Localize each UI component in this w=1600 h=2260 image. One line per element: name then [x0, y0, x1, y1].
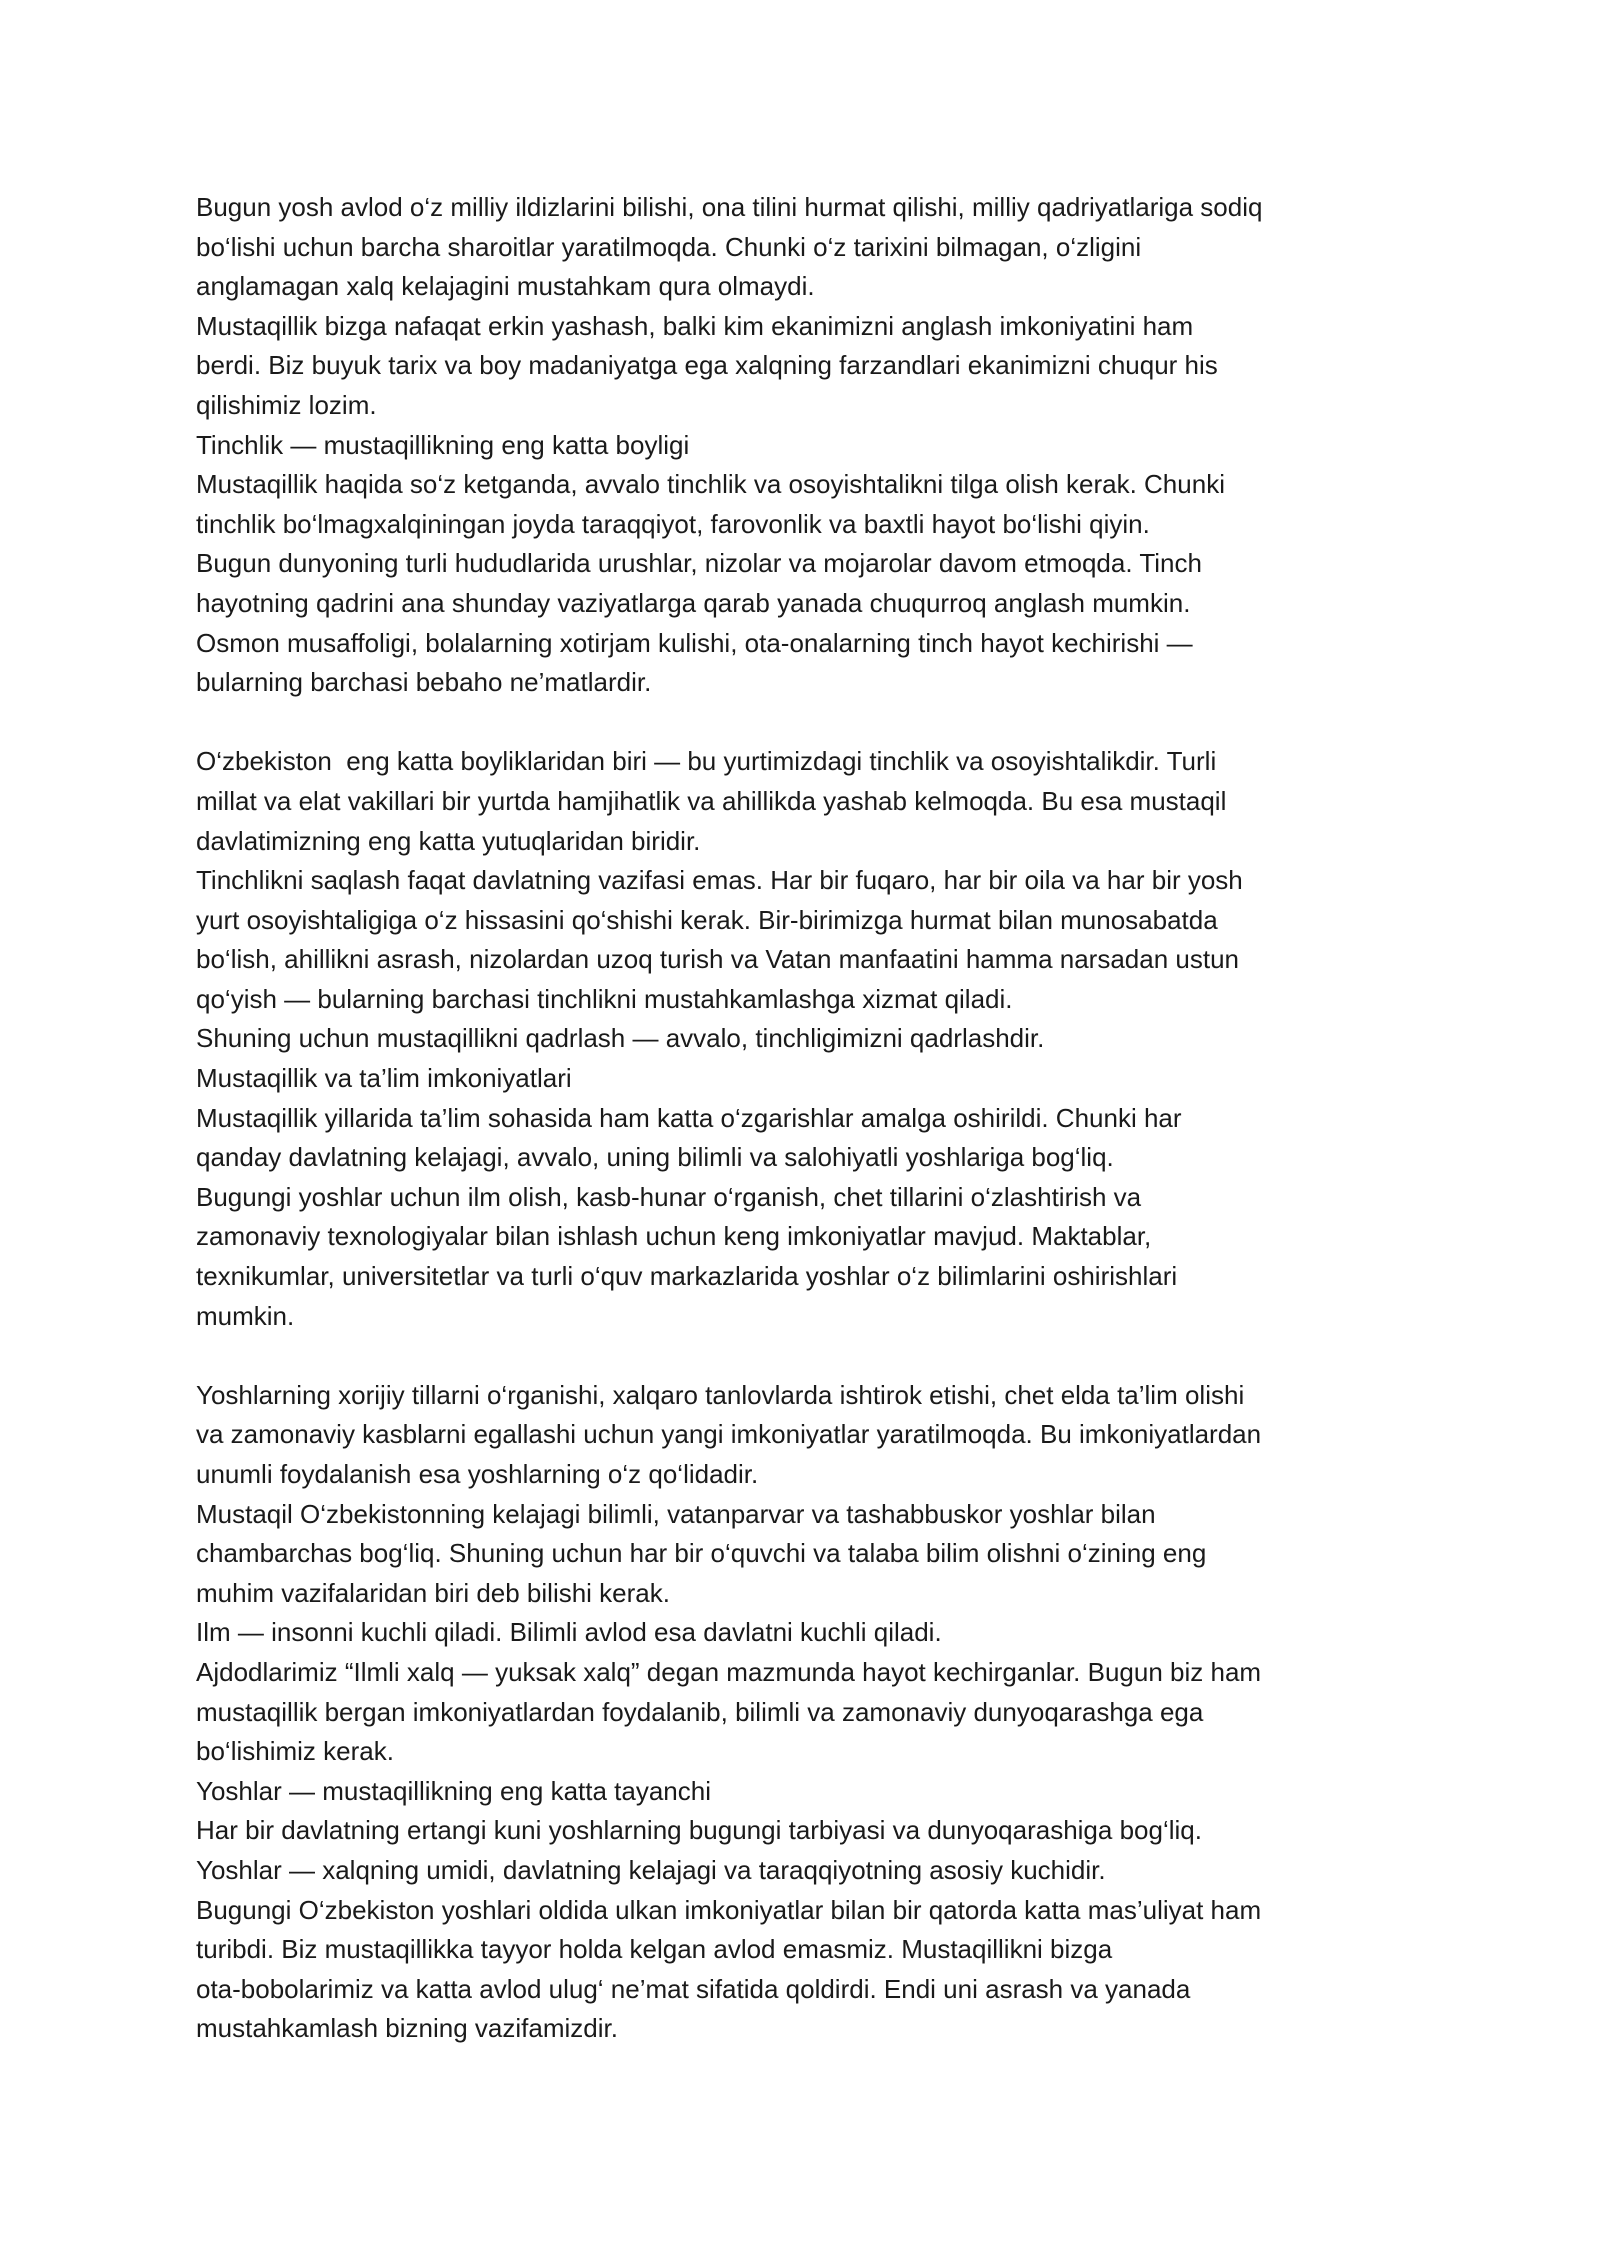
- text-line: mustahkamlash bizning vazifamizdir.: [196, 2013, 618, 2044]
- text-line: tinchlik bo‘lmagxalqiningan joyda taraqqiyot, farovonlik va baxtli hayot bo‘lishi qiyin.: [196, 508, 1150, 539]
- text-line: unumli foydalanish esa yoshlarning o‘z qo‘lidadir.: [196, 1459, 759, 1489]
- text-line: yurt osoyishtaligiga o‘z hissasini qo‘shishi kerak. Bir-birimizga hurmat bilan munosabatda: [196, 904, 1218, 935]
- text-line: bo‘lishi uchun barcha sharoitlar yaratilmoqda. Chunki o‘z tarixini bilmagan, o‘zligini: [196, 231, 1142, 262]
- text-line: Ajdodlarimiz “Ilmli xalq — yuksak xalq” degan mazmunda hayot kechirganlar. Bugun biz ham: [196, 1656, 1262, 1687]
- text-line: berdi. Biz buyuk tarix va boy madaniyatga ega xalqning farzandlari ekanimizni chuqur his: [196, 350, 1218, 381]
- text-line: Yoshlarning xorijiy tillarni o‘rganishi, xalqaro tanlovlarda ishtirok etishi, chet elda ta’lim olishi: [196, 1379, 1245, 1410]
- text-line: davlatimizning eng katta yutuqlaridan biridir.: [196, 825, 701, 856]
- text-line: hayotning qadrini ana shunday vaziyatlarga qarab yanada chuqurroq anglash mumkin.: [196, 587, 1191, 618]
- text-line: Bugungi O‘zbekiston yoshlari oldida ulkan imkoniyatlar bilan bir qatorda katta mas’uliyat ham: [196, 1894, 1262, 1925]
- text-line: Mustaqillik bizga nafaqat erkin yashash, balki kim ekanimizni anglash imkoniyatini ham: [196, 310, 1194, 341]
- paragraph-gap: [196, 703, 1456, 743]
- text-line: Tinchlik — mustaqillikning eng katta boyligi: [196, 429, 690, 460]
- paragraph-gap: [196, 1336, 1456, 1376]
- document-body: [196, 188, 1456, 2049]
- text-line: Mustaqillik haqida so‘z ketganda, avvalo tinchlik va osoyishtalikni tilga olish kerak. Chunki: [196, 469, 1225, 500]
- text-line: Yoshlar — xalqning umidi, davlatning kelajagi va taraqqiyotning asosiy kuchidir.: [196, 1854, 1106, 1885]
- text-line: Bugun yosh avlod o‘z milliy ildizlarini bilishi, ona tilini hurmat qilishi, milliy qadriyatlariga sodiq: [196, 192, 1263, 222]
- text-line: bo‘lishimiz kerak.: [196, 1736, 394, 1767]
- text-line: Mustaqillik yillarida ta’lim sohasida ham katta o‘zgarishlar amalga oshirildi. Chunki har: [196, 1102, 1182, 1133]
- text-line: mumkin.: [196, 1300, 295, 1331]
- text-line: millat va elat vakillari bir yurtda hamjihatlik va ahillikda yashab kelmoqda. Bu esa mustaqil: [196, 785, 1227, 816]
- text-line: qanday davlatning kelajagi, avvalo, uning bilimli va salohiyatli yoshlariga bog‘liq.: [196, 1142, 1114, 1173]
- text-line: Ilm — insonni kuchli qiladi. Bilimli avlod esa davlatni kuchli qiladi.: [196, 1617, 942, 1648]
- text-line: Bugun dunyoning turli hududlarida urushlar, nizolar va mojarolar davom etmoqda. Tinch: [196, 548, 1202, 579]
- text-line: Bugungi yoshlar uchun ilm olish, kasb-hunar o‘rganish, chet tillarini o‘zlashtirish va: [196, 1181, 1142, 1212]
- text-line: bo‘lish, ahillikni asrash, nizolardan uzoq turish va Vatan manfaatini hamma narsadan ustun: [196, 944, 1239, 975]
- text-line: texnikumlar, universitetlar va turli o‘quv markazlarida yoshlar o‘z bilimlarini oshirishlari: [196, 1261, 1178, 1292]
- text-line: anglamagan xalq kelajagini mustahkam qura olmaydi.: [196, 271, 815, 302]
- text-line: Har bir davlatning ertangi kuni yoshlarning bugungi tarbiyasi va dunyoqarashiga bog‘liq.: [196, 1815, 1202, 1846]
- text-line: chambarchas bog‘liq. Shuning uchun har bir o‘quvchi va talaba bilim olishni o‘zining eng: [196, 1538, 1207, 1569]
- text-line: zamonaviy texnologiyalar bilan ishlash uchun keng imkoniyatlar mavjud. Maktablar,: [196, 1221, 1152, 1252]
- text-line: bularning barchasi bebaho ne’matlardir.: [196, 667, 652, 698]
- text-line: mustaqillik bergan imkoniyatlardan foydalanib, bilimli va zamonaviy dunyoqarashga ega: [196, 1696, 1204, 1727]
- text-line: ota-bobolarimiz va katta avlod ulug‘ ne’mat sifatida qoldirdi. Endi uni asrash va yanada: [196, 1973, 1191, 2004]
- text-line: Osmon musaffoligi, bolalarning xotirjam kulishi, ota-onalarning tinch hayot kechirishi —: [196, 627, 1193, 658]
- text-line: O‘zbekiston eng katta boyliklaridan biri — bu yurtimizdagi tinchlik va osoyishtalikdir. Turli: [196, 746, 1217, 777]
- text-line: Yoshlar — mustaqillikning eng katta tayanchi: [196, 1775, 711, 1806]
- text-line: Mustaqillik va ta’lim imkoniyatlari: [196, 1063, 572, 1094]
- text-line: Shuning uchun mustaqillikni qadrlash — avvalo, tinchligimizni qadrlashdir.: [196, 1023, 1045, 1054]
- text-line: va zamonaviy kasblarni egallashi uchun yangi imkoniyatlar yaratilmoqda. Bu imkoniyatlardan: [196, 1419, 1262, 1450]
- text-line: turibdi. Biz mustaqillikka tayyor holda kelgan avlod emasmiz. Mustaqillikni bizga: [196, 1934, 1113, 1965]
- text-line: muhim vazifalaridan biri deb bilishi kerak.: [196, 1577, 670, 1608]
- text-line: Tinchlikni saqlash faqat davlatning vazifasi emas. Har bir fuqaro, har bir oila va har bir yosh: [196, 865, 1243, 896]
- text-line: qo‘yish — bularning barchasi tinchlikni mustahkamlashga xizmat qiladi.: [196, 983, 1013, 1014]
- text-line: qilishimiz lozim.: [196, 389, 377, 420]
- text-line: Mustaqil O‘zbekistonning kelajagi bilimli, vatanparvar va tashabbuskor yoshlar bilan: [196, 1498, 1156, 1529]
